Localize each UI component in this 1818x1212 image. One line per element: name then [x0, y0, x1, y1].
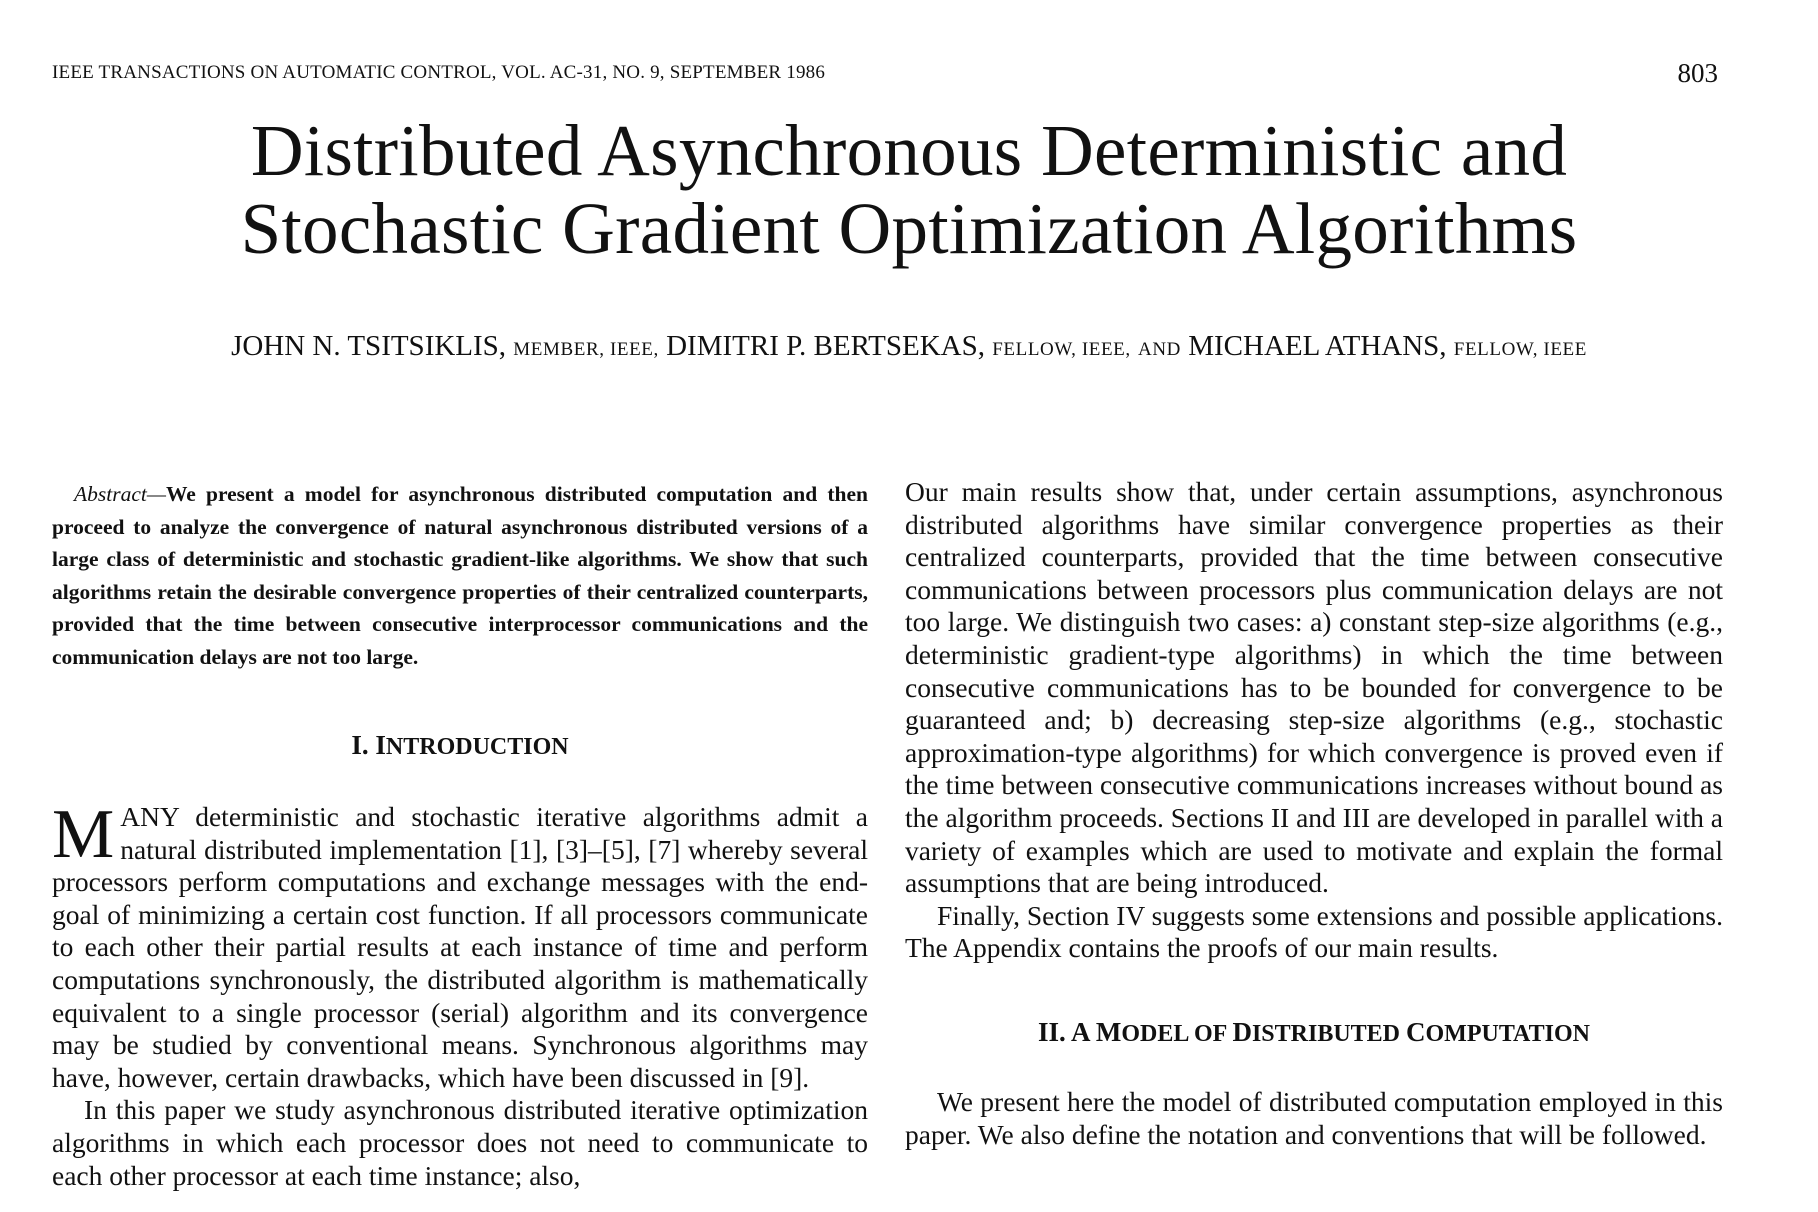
main-results-paragraph: Our main results show that, under certain assumptions, asynchronous distributed algorithms have similar convergence properties as their centralized counterparts, provided that the time between consecutive communications between processors plus communication delays are not too large. We distinguish two cases: a) constant step-size algorithms (e.g., deterministic gradient-type algorithms) in which the time between consecutive communications has to be bounded for convergence to be guaranteed and; b) decreasing step-size algorithms (e.g., stochastic approximation-type algorithms) for which convergence is proved even if the time between consecutive communications increases without bound as the algorithm proceeds. Sections II and III are developed in parallel with a variety of examples which are used to motivate and explain the formal assumptions that are being introduced. — [905, 476, 1723, 899]
section-two-heading-part: II. A — [1038, 1016, 1096, 1047]
author-bertsekas: DIMITRI P. BERTSEKAS, — [666, 330, 985, 362]
introduction-paragraph-1-text: ANY deterministic and stochastic iterative algorithms admit a natural distributed implementation [1], [3]–[5], [7] whereby several processors perform computations and exchange messages with the end-goal of minimizing a certain cost function. If all processors communicate to each other their partial results at each instance of time and perform computations synchronously, the distributed algorithm is mathematically equivalent to a single processor (serial) algorithm and its convergence may be studied by conventional means. Synchronous algorithms may have, however, certain drawbacks, which have been discussed in [9]. — [52, 801, 868, 1093]
section-two-heading-part: C — [1406, 1016, 1426, 1047]
author-tsitsiklis-role: MEMBER, IEEE, — [513, 339, 659, 360]
author-list — [0, 330, 1818, 363]
section-two-heading-part: ODEL OF — [1121, 1020, 1233, 1047]
introduction-heading-rest: NTRODUCTION — [385, 734, 569, 760]
section-two-heading-part: OMPUTATION — [1425, 1020, 1590, 1047]
author-tsitsiklis: JOHN N. TSITSIKLIS, — [231, 330, 507, 362]
paper-title-line-1: Distributed Asynchronous Deterministic and — [250, 110, 1568, 191]
introduction-heading-numeral: I. I — [351, 730, 386, 760]
abstract-text: We present a model for asynchronous distributed computation and then proceed to analyze the convergence of natural asynchronous distributed versions of a large class of deterministic and stochastic gradient-like algorithms. We show that such algorithms retain the desirable convergence properties of their centralized counterparts, provided that the time between consecutive interprocessor communications and the communication delays are not too large. — [52, 482, 868, 669]
model-paragraph: We present here the model of distributed computation employed in this paper. We also define the notation and conventions that will be followed. — [905, 1085, 1723, 1150]
section-two-heading-part: D — [1232, 1016, 1252, 1047]
author-athans-role: FELLOW, IEEE — [1453, 339, 1587, 360]
paper-title-line-2: Stochastic Gradient Optimization Algorithms — [240, 188, 1578, 269]
left-column — [52, 478, 868, 1192]
abstract-label: Abstract— — [74, 482, 166, 506]
journal-citation: IEEE TRANSACTIONS ON AUTOMATIC CONTROL, VOL. AC-31, NO. 9, SEPTEMBER 1986 — [52, 62, 826, 83]
author-bertsekas-role: FELLOW, IEEE, — [992, 339, 1131, 360]
page-number: 803 — [1677, 58, 1718, 88]
running-header — [52, 58, 1718, 90]
right-column — [905, 476, 1723, 1151]
drop-cap: M — [52, 796, 115, 873]
introduction-heading — [52, 730, 868, 761]
abstract — [52, 478, 868, 673]
paper-title — [0, 112, 1818, 268]
author-conjunction: AND — [1138, 339, 1181, 360]
section-two-heading-part: M — [1095, 1016, 1122, 1047]
introduction-paragraph-1 — [52, 796, 868, 1094]
section-two-heading-part: ISTRIBUTED — [1251, 1020, 1407, 1047]
overview-paragraph: Finally, Section IV suggests some extensions and possible applications. The Appendix contains the proofs of our main results. — [905, 899, 1723, 964]
introduction-paragraph-2: In this paper we study asynchronous distributed iterative optimization algorithms in which each processor does not need to communicate to each other processor at each time instance; also, — [52, 1094, 868, 1191]
author-athans: MICHAEL ATHANS, — [1188, 330, 1447, 362]
section-two-heading — [905, 1017, 1723, 1048]
